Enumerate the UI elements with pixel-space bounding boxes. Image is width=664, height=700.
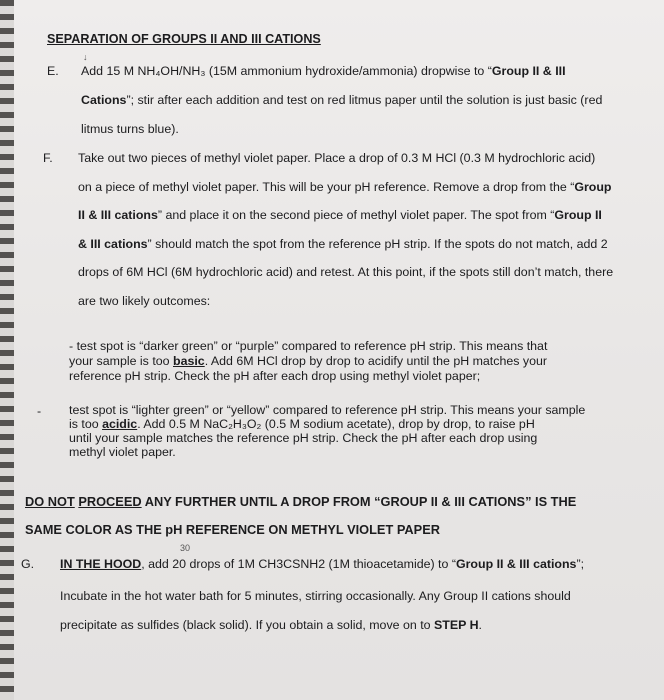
page-title: SEPARATION OF GROUPS II AND III CATIONS: [47, 32, 321, 46]
step-f-line-6: are two likely outcomes:: [78, 294, 211, 308]
spiral-binding: [0, 0, 14, 700]
step-f-line-4: & III cations” should match the spot from the reference pH strip. If the spots do not match, add 2: [78, 237, 608, 251]
step-f-line-5: drops of 6M HCl (6M hydrochloric acid) and retest. At this point, if the spots still don’t match, there: [78, 265, 614, 279]
step-g-line-3: precipitate as sulfides (black solid). If you obtain a solid, move on to STEP H.: [60, 618, 482, 632]
outcome-1-line-3: reference pH strip. Check the pH after each drop using methyl violet paper;: [69, 369, 481, 383]
outcome-2-line-4: methyl violet paper.: [69, 445, 176, 459]
step-f-line-3: II & III cations” and place it on the second piece of methyl violet paper. The spot from “Group II: [78, 208, 602, 222]
outcome-2-line-3: until your sample matches the reference pH strip. Check the pH after each drop using: [69, 431, 538, 445]
step-f-letter: F.: [43, 151, 53, 165]
outcome-1-line-2: your sample is too basic. Add 6M HCl drop by drop to acidify until the pH matches your: [69, 354, 547, 368]
step-g-letter: G.: [21, 557, 35, 571]
step-e-letter: E.: [47, 64, 59, 78]
step-e-line-1: Add 15 M NH₄OH/NH₃ (15M ammonium hydroxide/ammonia) dropwise to “Group II & III: [81, 64, 566, 78]
outcome-1-line-1: - test spot is “darker green” or “purple” compared to reference pH strip. This means that: [69, 339, 548, 353]
warning-line-2: SAME COLOR AS THE pH REFERENCE ON METHYL VIOLET PAPER: [25, 522, 440, 537]
outcome-2-dash: -: [37, 404, 42, 418]
step-e-line-3: litmus turns blue).: [81, 122, 179, 136]
handwritten-mark: 30: [180, 543, 191, 553]
outcome-2-line-2: is too acidic. Add 0.5 M NaC₂H₃O₂ (0.5 M sodium acetate), drop by drop, to raise pH: [69, 417, 535, 431]
step-f-line-2: on a piece of methyl violet paper. This will be your pH reference. Remove a drop from the “Group: [78, 180, 612, 194]
outcome-2-line-1: test spot is “lighter green” or “yellow” compared to reference pH strip. This means your sample: [69, 403, 586, 417]
step-f-line-1: Take out two pieces of methyl violet paper. Place a drop of 0.3 M HCl (0.3 M hydrochloric acid): [78, 151, 596, 165]
warning-line-1: DO NOT PROCEED ANY FURTHER UNTIL A DROP FROM “GROUP II & III CATIONS” IS THE: [25, 494, 577, 509]
handwritten-mark: ↓: [83, 52, 88, 62]
step-e-line-2: Cations”; stir after each addition and test on red litmus paper until the solution is just basic (red: [81, 93, 603, 107]
step-g-line-1: IN THE HOOD, add 20 drops of 1M CH3CSNH2 (1M thioacetamide) to “Group II & III cations”;: [60, 557, 585, 571]
step-g-line-2: Incubate in the hot water bath for 5 minutes, stirring occasionally. Any Group II cations should: [60, 589, 571, 603]
